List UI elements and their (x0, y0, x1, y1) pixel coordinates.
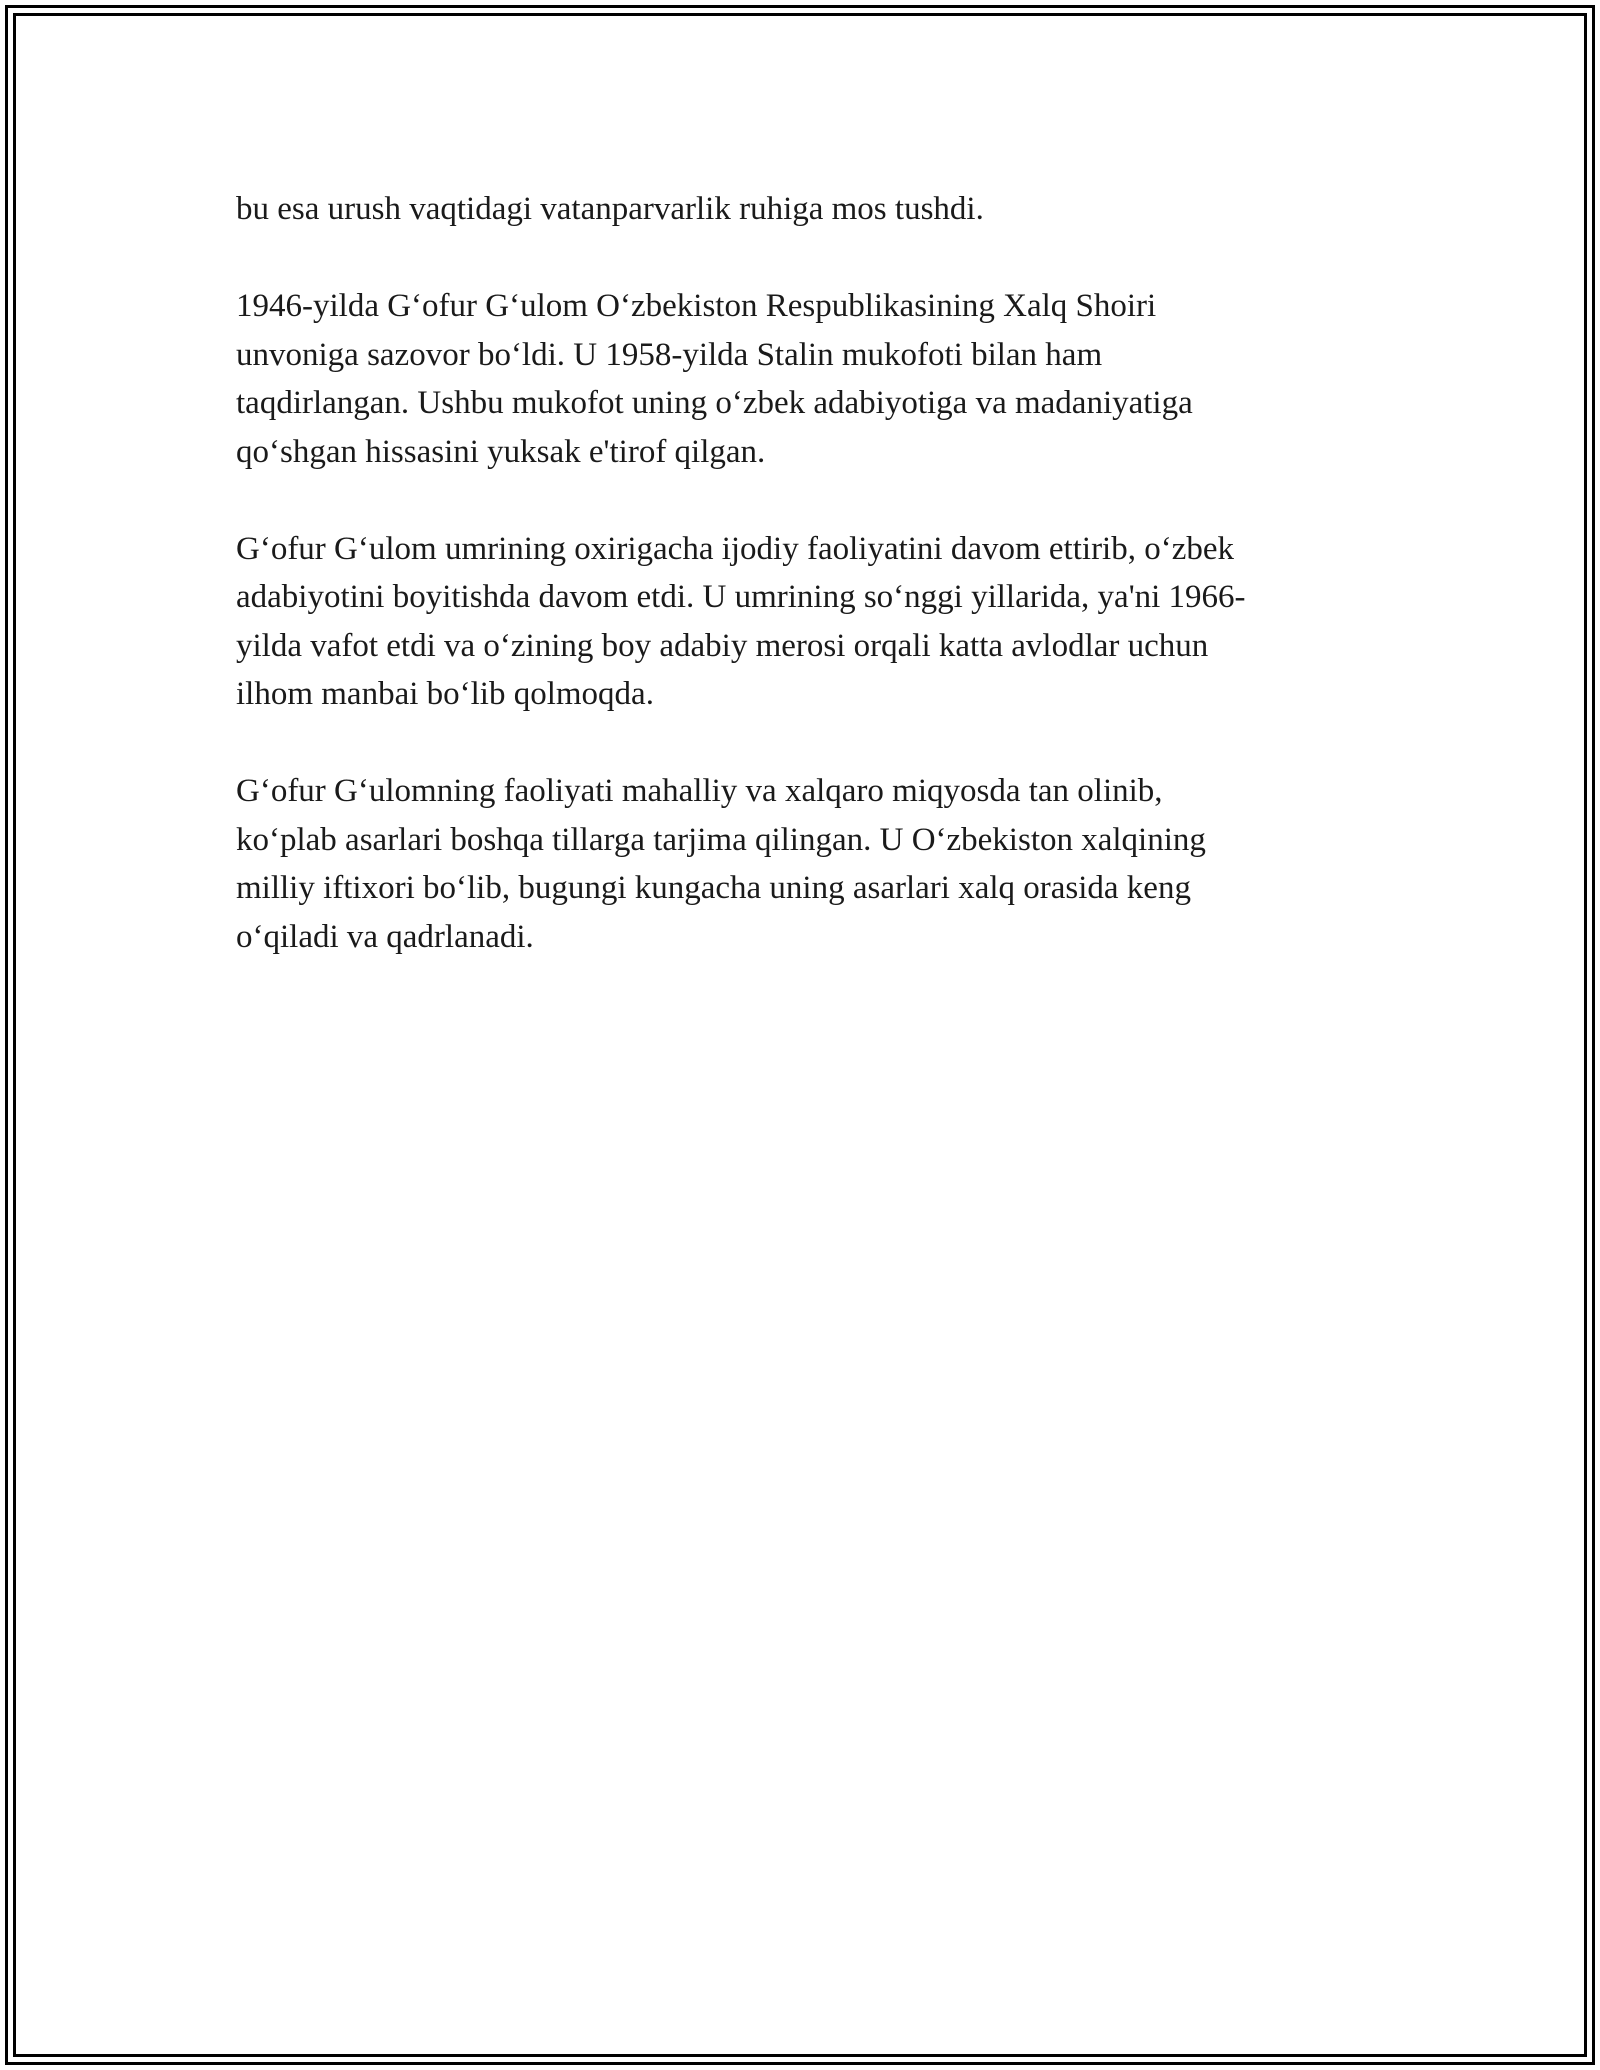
paragraph-2: 1946-yilda G‘ofur G‘ulom O‘zbekiston Respublikasining Xalq Shoiri unvoniga sazovor bo‘ldi. U 1958-yilda Stalin mukofoti bilan ham taqdirlangan. Ushbu mukofot uning o‘zbek adabiyotiga va madaniyatiga qo‘shgan hissasini yuksak e'tirof qilgan. (236, 288, 1193, 470)
document-body (236, 185, 1366, 1010)
paragraph-3: G‘ofur G‘ulom umrining oxirigacha ijodiy faoliyatini davom ettirib, o‘zbek adabiyotini boyitishda davom etdi. U umrining so‘nggi yillarida, ya'ni 1966- yilda vafot etdi va o‘zining boy adabiy merosi orqali katta avlodlar uchun ilhom manbai bo‘lib qolmoqda. (236, 530, 1246, 712)
paragraph-1: bu esa urush vaqtidagi vatanparvarlik ruhiga mos tushdi. (236, 191, 984, 227)
paragraph-4: G‘ofur G‘ulomning faoliyati mahalliy va xalqaro miqyosda tan olinib, ko‘plab asarlari boshqa tillarga tarjima qilingan. U O‘zbekiston xalqining milliy iftixori bo‘lib, bugungi kungacha uning asarlari xalq orasida keng o‘qiladi va qadrlanadi. (236, 773, 1206, 955)
